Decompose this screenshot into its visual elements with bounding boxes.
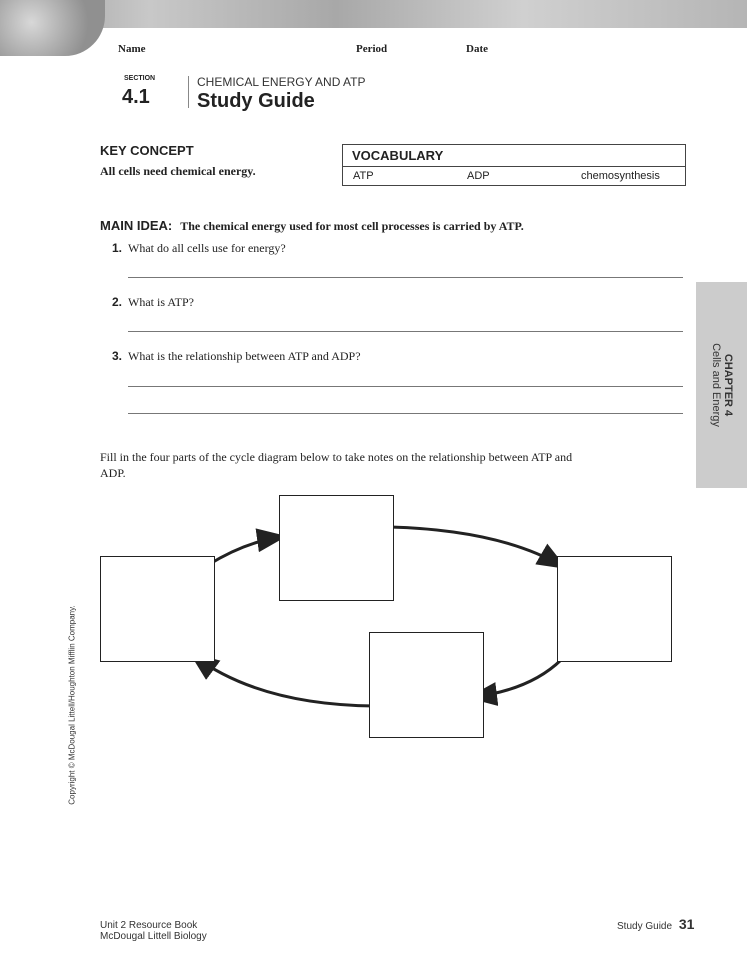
question-text: What is the relationship between ATP and ADP? [128,349,361,363]
footer-book: Unit 2 Resource Book [100,920,198,931]
main-idea-label: MAIN IDEA: [100,218,173,233]
period-label: Period [356,43,388,55]
footer-left [100,920,207,942]
main-idea-text: The chemical energy used for most cell processes is carried by ATP. [180,219,524,233]
arrow-icon [208,537,281,565]
chapter-title: Cells and Energy [709,343,722,427]
footer-publisher: McDougal Littell Biology [100,931,207,942]
page-title: Study Guide [197,90,315,112]
question-text: What is ATP? [128,295,195,309]
vocab-term: ADP [467,170,490,182]
cycle-box-top[interactable] [279,495,394,601]
question-text: What do all cells use for energy? [128,241,286,255]
section-topic: CHEMICAL ENERGY AND ATP [197,75,366,89]
cycle-box-bottom[interactable] [369,632,484,738]
arrow-icon [473,660,561,697]
cycle-box-right[interactable] [557,556,672,662]
vocab-term: ATP [353,170,374,182]
arrow-icon [390,527,562,566]
question-number: 2. [112,295,123,309]
section-label: SECTION [124,75,156,82]
vocabulary-heading: VOCABULARY [352,148,444,163]
cycle-box-left[interactable] [100,556,215,662]
footer-label: Study Guide [617,921,673,932]
question-number: 1. [112,241,123,255]
vocab-term: chemosynthesis [581,170,660,182]
copyright-notice: Copyright © McDougal Littell/Houghton Mifflin Company. [67,605,77,805]
footer-right [617,916,694,932]
key-concept-heading: KEY CONCEPT [100,143,194,158]
key-concept-text: All cells need chemical energy. [100,164,256,178]
chapter-number: CHAPTER 4 [721,353,734,417]
page-number: 31 [678,916,695,932]
diagram-instructions: Fill in the four parts of the cycle diagram below to take notes on the relationship between ATP and ADP. [100,450,573,480]
date-label: Date [466,43,488,55]
name-label: Name [118,43,146,55]
question-number: 3. [112,349,123,363]
section-number: 4.1 [122,86,150,108]
arrow-icon [194,656,375,706]
